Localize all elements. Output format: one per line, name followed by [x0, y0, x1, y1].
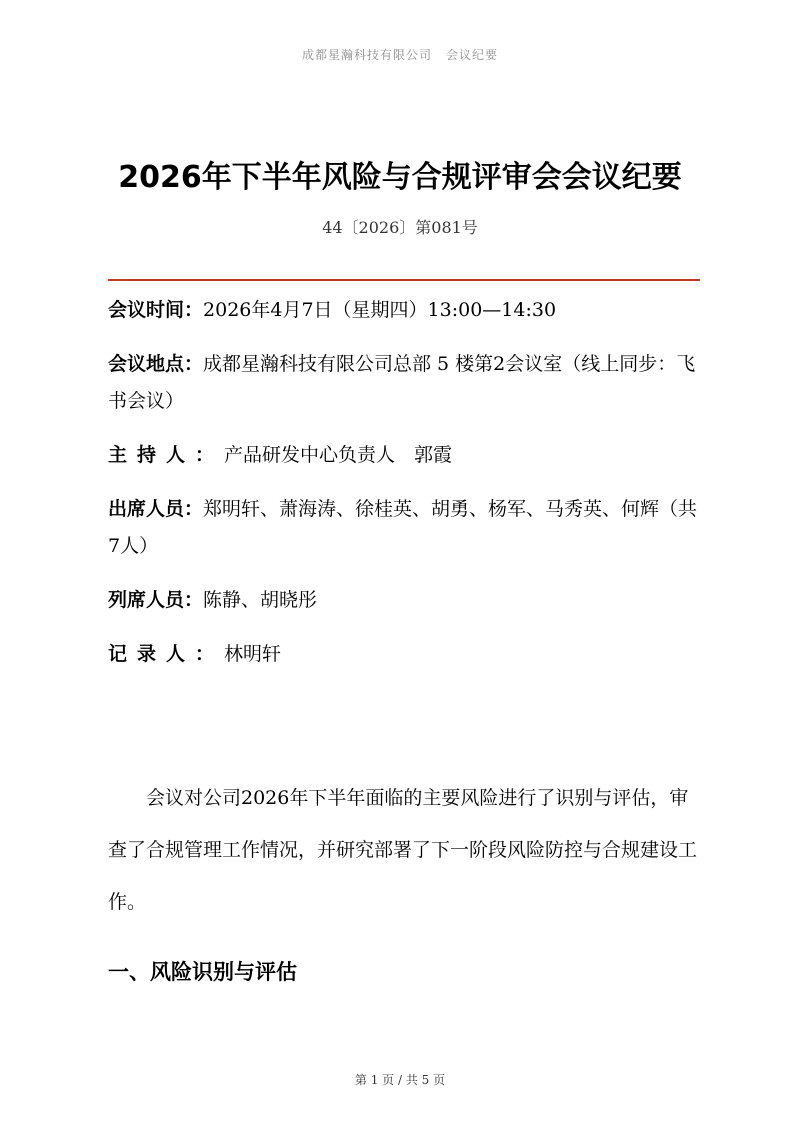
header-company: 成都星瀚科技有限公司 — [301, 48, 432, 62]
info-host — [108, 437, 702, 474]
info-label: 主持人： — [108, 444, 225, 466]
info-attendees — [108, 491, 702, 565]
info-meeting-time — [108, 292, 702, 329]
info-recorder — [108, 636, 702, 673]
info-label: 记录人： — [108, 643, 225, 665]
info-observers — [108, 582, 702, 619]
document-number: 44〔2026〕第081号 — [322, 218, 478, 237]
info-meeting-location — [108, 346, 702, 420]
document-title: 2026年下半年风险与合规评审会会议纪要 — [118, 160, 682, 195]
info-value: 2026年4月7日（星期四）13:00—14:30 — [203, 299, 557, 321]
info-label: 出席人员： — [108, 498, 204, 520]
info-value: 林明轩 — [224, 643, 282, 665]
header-doc-type: 会议纪要 — [446, 48, 499, 62]
page-footer: 第 1 页 / 共 5 页 — [354, 1073, 446, 1087]
info-value: 郑明轩、萧海涛、徐桂英、胡勇、杨军、马秀英、何辉（共7人） — [108, 498, 698, 557]
meeting-info — [108, 292, 702, 690]
section-heading: 一、风险识别与评估 — [108, 960, 297, 984]
summary-paragraph: 会议对公司2026年下半年面临的主要风险进行了识别与评估，审查了合规管理工作情况，并研究部署了下一阶段风险防控与合规建设工作。 — [108, 787, 698, 913]
info-value: 成都星瀚科技有限公司总部 5 楼第2会议室（线上同步：飞书会议） — [108, 353, 696, 412]
running-header — [0, 46, 800, 63]
info-value: 陈静、胡晓彤 — [203, 589, 318, 611]
info-label: 会议时间： — [108, 299, 204, 321]
info-value: 产品研发中心负责人 郭霞 — [224, 444, 453, 466]
info-label: 会议地点： — [108, 353, 204, 375]
red-divider — [108, 279, 700, 281]
info-label: 列席人员： — [108, 589, 204, 611]
